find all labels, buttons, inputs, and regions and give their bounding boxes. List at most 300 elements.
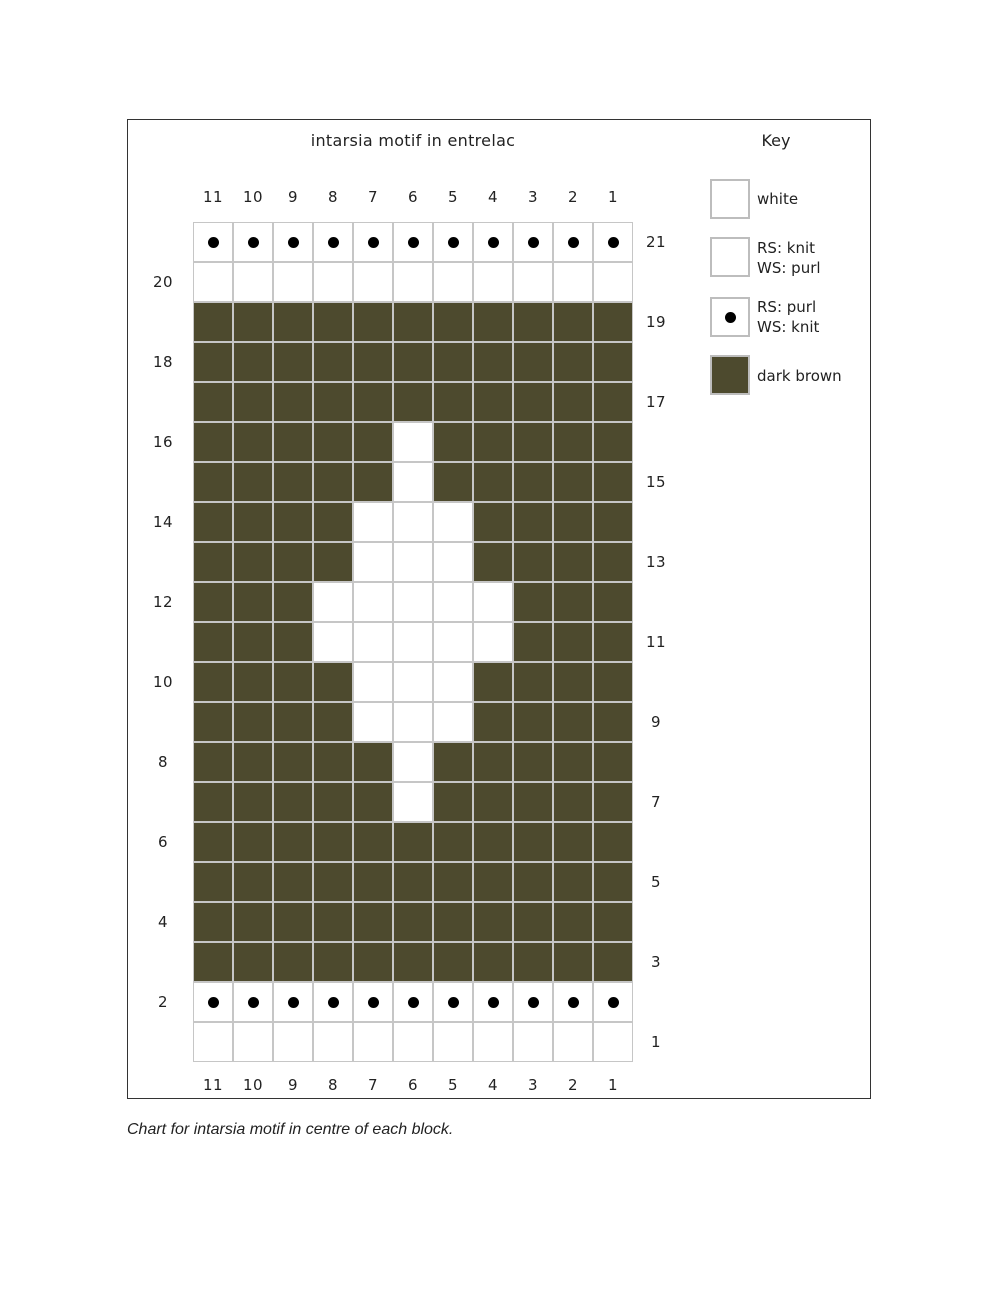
chart-cell [233,582,273,622]
chart-cell [553,462,593,502]
chart-cell [313,782,353,822]
chart-cell [513,262,553,302]
chart-cell [513,422,553,462]
chart-cell [233,422,273,462]
chart-cell [433,382,473,422]
chart-cell [313,542,353,582]
chart-cell [553,742,593,782]
chart-cell [193,782,233,822]
chart-cell [233,462,273,502]
chart-cell [393,502,433,542]
chart-cell [593,702,633,742]
chart-cell [553,662,593,702]
chart-cell [513,1022,553,1062]
chart-cell [393,262,433,302]
purl-dot-icon [248,997,259,1008]
chart-cell [473,542,513,582]
row-number: 9 [650,713,662,731]
column-number: 3 [527,188,539,206]
purl-dot-icon [488,237,499,248]
chart-cell [313,382,353,422]
chart-cell [513,502,553,542]
row-number: 8 [157,753,169,771]
chart-cell [433,742,473,782]
chart-cell [233,862,273,902]
chart-cell [593,382,633,422]
chart-cell [313,622,353,662]
chart-cell [393,942,433,982]
chart-cell [553,902,593,942]
chart-cell [553,862,593,902]
chart-cell [553,1022,593,1062]
chart-cell [193,822,233,862]
chart-cell [473,942,513,982]
chart-cell [393,542,433,582]
chart-cell [593,942,633,982]
chart-cell [433,542,473,582]
chart-cell [193,982,233,1022]
key-swatch-knit [710,237,750,277]
purl-dot-icon [408,237,419,248]
chart-cell [193,662,233,702]
chart-cell [193,502,233,542]
purl-dot-icon [368,237,379,248]
purl-dot-icon [328,997,339,1008]
chart-cell [553,622,593,662]
chart-cell [593,622,633,662]
row-number: 20 [152,273,174,291]
chart-cell [233,702,273,742]
chart-cell [313,862,353,902]
chart-cell [353,462,393,502]
purl-dot-icon [528,997,539,1008]
chart-cell [473,822,513,862]
column-number: 1 [607,188,619,206]
chart-cell [393,302,433,342]
chart-cell [353,662,393,702]
chart-cell [513,822,553,862]
chart-cell [313,902,353,942]
chart-cell [273,422,313,462]
chart-cell [553,942,593,982]
key-label-purl: RS: purl WS: knit [757,298,820,336]
chart-cell [233,382,273,422]
chart-cell [593,1022,633,1062]
chart-cell [433,462,473,502]
chart-cell [393,782,433,822]
purl-dot-icon [368,997,379,1008]
chart-cell [553,822,593,862]
chart-cell [473,982,513,1022]
chart-cell [273,342,313,382]
chart-cell [393,622,433,662]
chart-cell [473,1022,513,1062]
purl-dot-icon [568,997,579,1008]
chart-cell [353,542,393,582]
row-number: 16 [152,433,174,451]
chart-cell [313,982,353,1022]
chart-cell [313,822,353,862]
purl-dot-icon [408,997,419,1008]
chart-cell [273,782,313,822]
chart-cell [233,742,273,782]
chart-cell [433,582,473,622]
chart-cell [193,622,233,662]
chart-cell [193,1022,233,1062]
chart-cell [433,822,473,862]
chart-cell [273,902,313,942]
chart-cell [513,542,553,582]
chart-cell [433,422,473,462]
chart-cell [353,382,393,422]
chart-cell [353,222,393,262]
purl-dot-icon [208,997,219,1008]
chart-cell [273,702,313,742]
row-number: 15 [645,473,667,491]
chart-cell [273,1022,313,1062]
key-label-white: white [757,190,799,208]
chart-cell [273,582,313,622]
row-number: 6 [157,833,169,851]
chart-cell [513,702,553,742]
chart-cell [513,982,553,1022]
chart-cell [353,622,393,662]
chart-cell [353,942,393,982]
chart-cell [473,742,513,782]
chart-cell [513,862,553,902]
chart-cell [433,222,473,262]
chart-cell [593,502,633,542]
chart-cell [473,342,513,382]
chart-cell [353,342,393,382]
chart-cell [233,302,273,342]
figure-caption: Chart for intarsia motif in centre of each block. [127,1121,454,1138]
chart-cell [193,862,233,902]
key-swatch-white [710,179,750,219]
chart-cell [193,422,233,462]
chart-cell [353,582,393,622]
chart-cell [433,502,473,542]
chart-cell [233,622,273,662]
chart-cell [353,1022,393,1062]
chart-cell [313,702,353,742]
chart-cell [473,262,513,302]
chart-cell [273,822,313,862]
column-number: 10 [242,1076,264,1094]
chart-cell [393,902,433,942]
chart-cell [393,582,433,622]
chart-cell [433,942,473,982]
chart-cell [193,702,233,742]
purl-dot-icon [608,237,619,248]
chart-cell [593,342,633,382]
key-label-dark-brown: dark brown [757,367,842,385]
chart-cell [393,662,433,702]
chart-cell [273,622,313,662]
column-number: 9 [287,188,299,206]
chart-cell [553,342,593,382]
row-number: 21 [645,233,667,251]
purl-dot-icon [328,237,339,248]
chart-cell [313,582,353,622]
chart-cell [473,582,513,622]
column-number: 6 [407,188,419,206]
chart-cell [473,382,513,422]
chart-cell [313,502,353,542]
chart-cell [353,262,393,302]
chart-cell [193,262,233,302]
chart-cell [313,342,353,382]
chart-cell [233,1022,273,1062]
chart-cell [393,422,433,462]
chart-cell [553,542,593,582]
key-title: Key [761,131,791,150]
chart-cell [553,262,593,302]
chart-cell [273,382,313,422]
chart-cell [473,902,513,942]
row-number: 1 [650,1033,662,1051]
chart-cell [593,902,633,942]
chart-cell [193,942,233,982]
chart-cell [313,742,353,782]
row-number: 11 [645,633,667,651]
chart-cell [593,782,633,822]
chart-cell [193,342,233,382]
chart-cell [553,382,593,422]
chart-cell [513,742,553,782]
chart-cell [273,982,313,1022]
chart-cell [353,782,393,822]
chart-cell [433,342,473,382]
chart-cell [513,462,553,502]
chart-cell [473,862,513,902]
chart-cell [313,1022,353,1062]
chart-cell [193,542,233,582]
chart-cell [233,942,273,982]
column-number: 4 [487,1076,499,1094]
chart-cell [233,822,273,862]
chart-cell [233,902,273,942]
column-number: 2 [567,1076,579,1094]
purl-dot-icon [448,237,459,248]
column-number: 6 [407,1076,419,1094]
chart-cell [393,982,433,1022]
row-number: 4 [157,913,169,931]
chart-cell [193,302,233,342]
chart-cell [193,742,233,782]
chart-cell [313,222,353,262]
chart-cell [273,262,313,302]
chart-cell [433,262,473,302]
chart-cell [433,1022,473,1062]
chart-cell [433,782,473,822]
chart-cell [393,862,433,902]
chart-cell [433,662,473,702]
chart-cell [553,502,593,542]
chart-cell [193,382,233,422]
chart-cell [593,862,633,902]
chart-title: intarsia motif in entrelac [310,131,516,150]
chart-cell [513,902,553,942]
row-number: 14 [152,513,174,531]
chart-cell [273,942,313,982]
chart-cell [273,862,313,902]
chart-cell [273,662,313,702]
chart-cell [513,662,553,702]
knitting-chart-grid [193,222,633,1062]
chart-cell [513,382,553,422]
chart-cell [593,662,633,702]
chart-cell [353,302,393,342]
row-number: 18 [152,353,174,371]
chart-cell [473,302,513,342]
chart-cell [433,302,473,342]
chart-cell [393,462,433,502]
chart-cell [313,942,353,982]
column-number: 5 [447,1076,459,1094]
column-number: 8 [327,1076,339,1094]
chart-cell [313,462,353,502]
purl-dot-icon [208,237,219,248]
column-number: 9 [287,1076,299,1094]
row-number: 10 [152,673,174,691]
chart-cell [433,622,473,662]
chart-cell [313,262,353,302]
chart-cell [193,222,233,262]
chart-cell [393,222,433,262]
chart-cell [193,902,233,942]
chart-cell [593,262,633,302]
chart-cell [233,782,273,822]
chart-cell [273,742,313,782]
chart-cell [553,302,593,342]
chart-cell [233,222,273,262]
chart-cell [393,822,433,862]
chart-cell [233,262,273,302]
key-swatch-dark-brown [710,355,750,395]
chart-cell [473,222,513,262]
chart-cell [513,782,553,822]
chart-cell [473,622,513,662]
purl-dot-icon [608,997,619,1008]
column-number: 10 [242,188,264,206]
purl-dot-icon [288,997,299,1008]
row-number: 5 [650,873,662,891]
chart-cell [313,422,353,462]
row-number: 2 [157,993,169,1011]
chart-cell [273,222,313,262]
chart-cell [393,702,433,742]
chart-cell [193,462,233,502]
chart-cell [513,302,553,342]
purl-dot-icon [288,237,299,248]
chart-cell [593,302,633,342]
row-number: 12 [152,593,174,611]
row-number: 17 [645,393,667,411]
chart-cell [593,822,633,862]
chart-cell [233,342,273,382]
chart-cell [513,942,553,982]
chart-cell [353,702,393,742]
chart-cell [273,542,313,582]
chart-cell [233,502,273,542]
column-number: 4 [487,188,499,206]
column-number: 2 [567,188,579,206]
chart-cell [233,662,273,702]
chart-cell [233,542,273,582]
chart-cell [353,742,393,782]
key-label-knit: RS: knit WS: purl [757,239,821,277]
chart-cell [473,782,513,822]
chart-cell [433,902,473,942]
chart-cell [473,702,513,742]
chart-cell [393,342,433,382]
row-number: 13 [645,553,667,571]
chart-cell [353,902,393,942]
column-number: 11 [202,1076,224,1094]
chart-cell [553,982,593,1022]
chart-cell [393,1022,433,1062]
chart-cell [353,422,393,462]
chart-cell [513,582,553,622]
key-swatch-purl [710,297,750,337]
chart-cell [393,742,433,782]
chart-cell [473,422,513,462]
chart-cell [433,982,473,1022]
chart-cell [593,462,633,502]
chart-cell [353,822,393,862]
column-number: 5 [447,188,459,206]
purl-dot-icon [448,997,459,1008]
chart-cell [593,222,633,262]
chart-cell [473,502,513,542]
purl-dot-icon [528,237,539,248]
purl-dot-icon [488,997,499,1008]
chart-cell [233,982,273,1022]
chart-cell [553,422,593,462]
purl-dot-icon [568,237,579,248]
column-number: 8 [327,188,339,206]
row-number: 3 [650,953,662,971]
chart-cell [273,302,313,342]
chart-cell [593,982,633,1022]
chart-cell [433,702,473,742]
column-number: 7 [367,1076,379,1094]
chart-cell [193,582,233,622]
chart-cell [313,662,353,702]
chart-cell [553,702,593,742]
chart-cell [513,222,553,262]
column-number: 1 [607,1076,619,1094]
purl-dot-icon [725,312,736,323]
chart-cell [553,222,593,262]
row-number: 19 [645,313,667,331]
chart-cell [393,382,433,422]
chart-cell [593,422,633,462]
chart-cell [273,502,313,542]
chart-cell [513,622,553,662]
column-number: 7 [367,188,379,206]
chart-cell [553,782,593,822]
column-number: 11 [202,188,224,206]
chart-cell [353,982,393,1022]
chart-cell [433,862,473,902]
chart-cell [313,302,353,342]
chart-cell [353,862,393,902]
chart-cell [593,582,633,622]
purl-dot-icon [248,237,259,248]
chart-cell [473,662,513,702]
